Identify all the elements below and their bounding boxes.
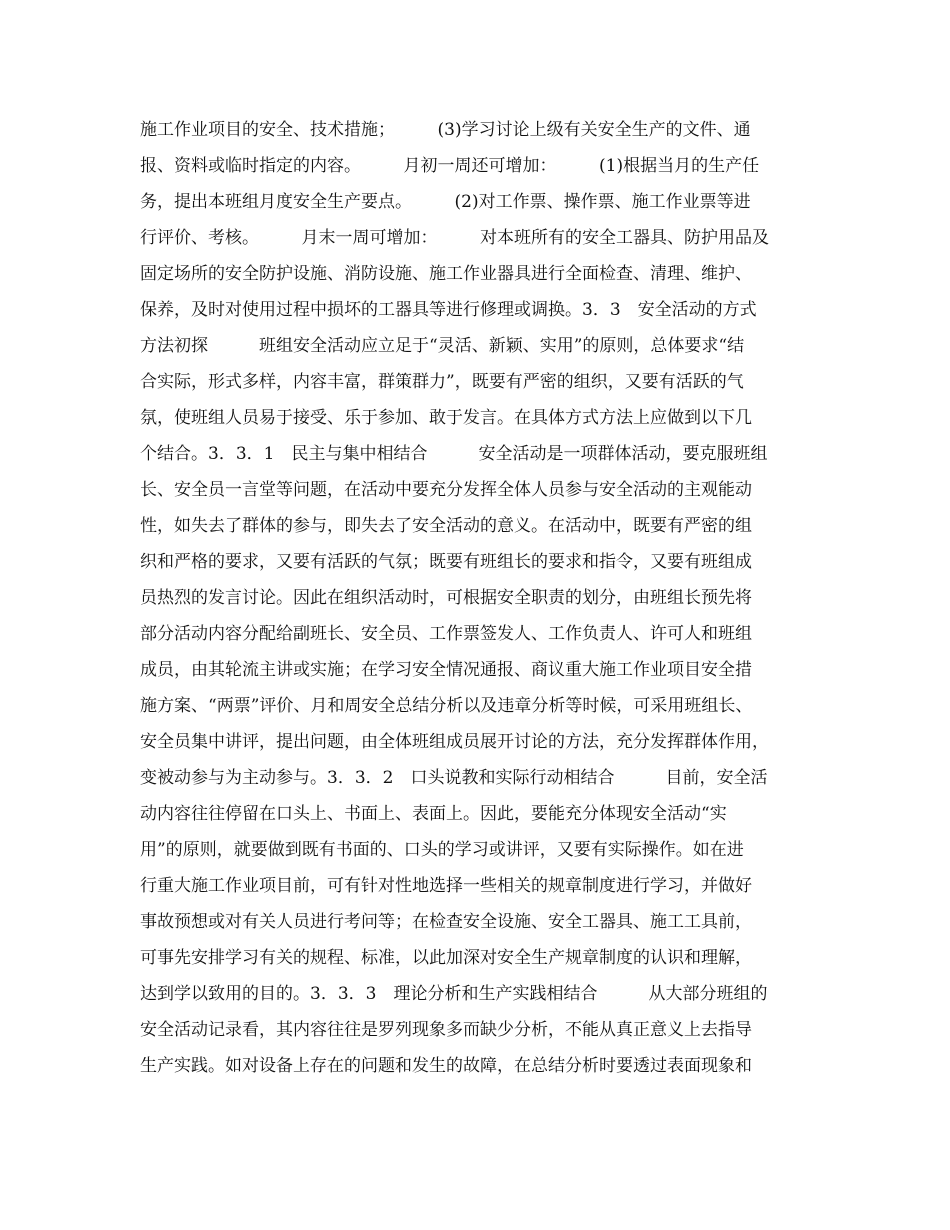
text-line: 行评价、考核。 月末一周可增加： 对本班所有的安全工器具、防护用品及 bbox=[140, 228, 769, 248]
text-line: 保养，及时对使用过程中损坏的工器具等进行修理或调换。3．3 安全活动的方式 bbox=[140, 300, 757, 320]
text-line: 达到学以致用的目的。3．3．3 理论分析和生产实践相结合 从大部分班组的 bbox=[140, 984, 768, 1004]
body-text bbox=[140, 112, 820, 1084]
text-line: 动内容往往停留在口头上、书面上、表面上。因此，要能充分体现安全活动“实 bbox=[140, 804, 727, 824]
text-line: 员热烈的发言讨论。因此在组织活动时，可根据安全职责的划分，由班组长预先将 bbox=[140, 588, 752, 608]
text-line: 固定场所的安全防护设施、消防设施、施工作业器具进行全面检查、清理、维护、 bbox=[140, 264, 752, 284]
text-line: 报、资料或临时指定的内容。 月初一周还可增加： (1)根据当月的生产任 bbox=[140, 156, 760, 176]
text-line: 氛，使班组人员易于接受、乐于参加、敢于发言。在具体方式方法上应做到以下几 bbox=[140, 408, 752, 428]
text-line: 方法初探 班组安全活动应立足于“灵活、新颖、实用”的原则，总体要求“结 bbox=[140, 336, 745, 356]
text-line: 事故预想或对有关人员进行考问等；在检查安全设施、安全工器具、施工工具前， bbox=[140, 912, 752, 932]
text-line: 成员，由其轮流主讲或实施；在学习安全情况通报、商议重大施工作业项目安全措 bbox=[140, 660, 752, 680]
text-line: 安全员集中讲评，提出问题，由全体班组成员展开讨论的方法，充分发挥群体作用， bbox=[140, 732, 769, 752]
text-line: 合实际，形式多样，内容丰富，群策群力”，既要有严密的组织，又要有活跃的气 bbox=[140, 372, 744, 392]
text-line: 部分活动内容分配给副班长、安全员、工作票签发人、工作负责人、许可人和班组 bbox=[140, 624, 752, 644]
text-line: 个结合。3．3．1 民主与集中相结合 安全活动是一项群体活动，要克服班组 bbox=[140, 444, 768, 464]
text-line: 务，提出本班组月度安全生产要点。 (2)对工作票、操作票、施工作业票等进 bbox=[140, 192, 751, 212]
text-line: 行重大施工作业项目前，可有针对性地选择一些相关的规章制度进行学习，并做好 bbox=[140, 876, 752, 896]
text-line: 性，如失去了群体的参与，即失去了安全活动的意义。在活动中，既要有严密的组 bbox=[140, 516, 752, 536]
text-line: 生产实践。如对设备上存在的问题和发生的故障，在总结分析时要透过表面现象和 bbox=[140, 1056, 752, 1076]
text-line: 长、安全员一言堂等问题，在活动中要充分发挥全体人员参与安全活动的主观能动 bbox=[140, 480, 752, 500]
text-line: 施工作业项目的安全、技术措施； (3)学习讨论上级有关安全生产的文件、通 bbox=[140, 120, 751, 140]
text-line: 安全活动记录看，其内容往往是罗列现象多而缺少分析，不能从真正意义上去指导 bbox=[140, 1020, 752, 1040]
text-line: 用”的原则，就要做到既有书面的、口头的学习或讲评，又要有实际操作。如在进 bbox=[140, 840, 744, 860]
text-line: 可事先安排学习有关的规程、标准，以此加深对安全生产规章制度的认识和理解， bbox=[140, 948, 752, 968]
text-line: 织和严格的要求，又要有活跃的气氛；既要有班组长的要求和指令，又要有班组成 bbox=[140, 552, 752, 572]
text-line: 施方案、“两票”评价、月和周安全总结分析以及违章分析等时候，可采用班组长、 bbox=[140, 696, 753, 716]
text-line: 变被动参与为主动参与。3．3．2 口头说教和实际行动相结合 目前，安全活 bbox=[140, 768, 768, 788]
